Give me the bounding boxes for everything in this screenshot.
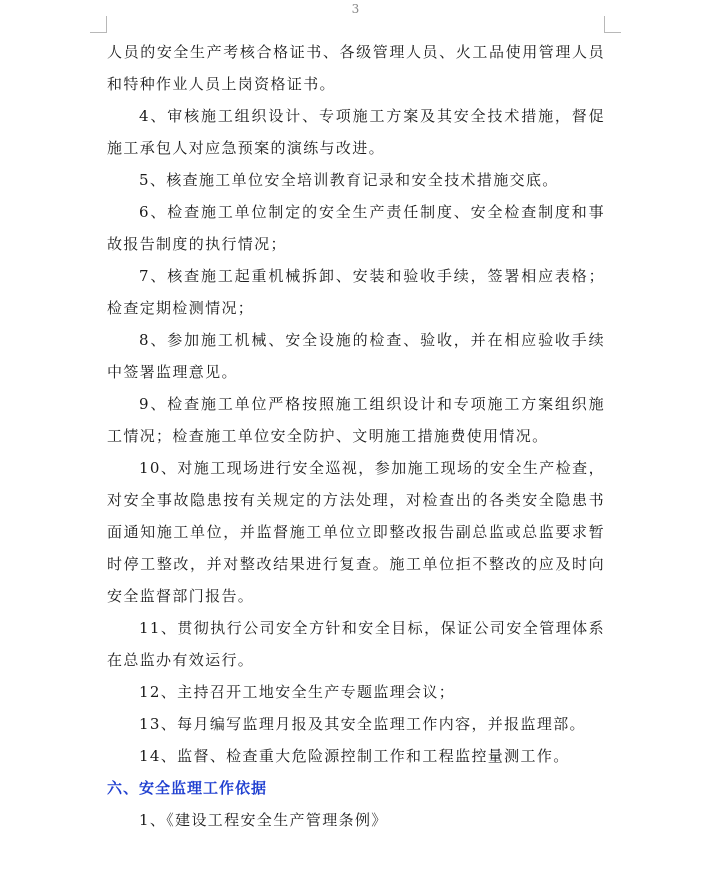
paragraph: 5、核查施工单位安全培训教育记录和安全技术措施交底。 [139,171,559,189]
paragraph: 8、参加施工机械、安全设施的检查、验收，并在相应验收手续中签署监理意见。 [107,331,605,381]
section-heading: 六、安全监理工作依据 [107,779,268,797]
crop-mark-top-right [604,16,621,33]
paragraph: 4、审核施工组织设计、专项施工方案及其安全技术措施，督促施工承包人对应急预案的演练与改进。 [107,107,605,157]
crop-mark-top-left [90,16,107,33]
paragraph: 14、监督、检查重大危险源控制工作和工程监控量测工作。 [139,747,570,765]
paragraph: 7、核查施工起重机械拆卸、安装和验收手续，签署相应表格；检查定期检测情况； [107,267,605,317]
paragraph: 人员的安全生产考核合格证书、各级管理人员、火工品使用管理人员和特种作业人员上岗资格证书。 [107,43,605,93]
page-number: 3 [351,2,360,16]
paragraph: 9、检查施工单位严格按照施工组织设计和专项施工方案组织施工情况；检查施工单位安全防护、文明施工措施费使用情况。 [107,395,605,445]
basis-item: 1、《建设工程安全生产管理条例》 [139,811,388,829]
paragraph: 6、检查施工单位制定的安全生产责任制度、安全检查制度和事故报告制度的执行情况； [107,203,605,253]
paragraph: 10、对施工现场进行安全巡视，参加施工现场的安全生产检查，对安全事故隐患按有关规定的方法处理，对检查出的各类安全隐患书面通知施工单位，并监督施工单位立即整改报告副总监或总监要求暂时停工整改，并对整改结果进行复查。施工单位拒不整改的应及时向安全监督部门报告。 [107,459,605,605]
document-body [107,36,605,836]
paragraph: 11、贯彻执行公司安全方针和安全目标，保证公司安全管理体系在总监办有效运行。 [107,619,605,669]
paragraph: 12、主持召开工地安全生产专题监理会议； [139,683,456,701]
paragraph: 13、每月编写监理月报及其安全监理工作内容，并报监理部。 [139,715,586,733]
